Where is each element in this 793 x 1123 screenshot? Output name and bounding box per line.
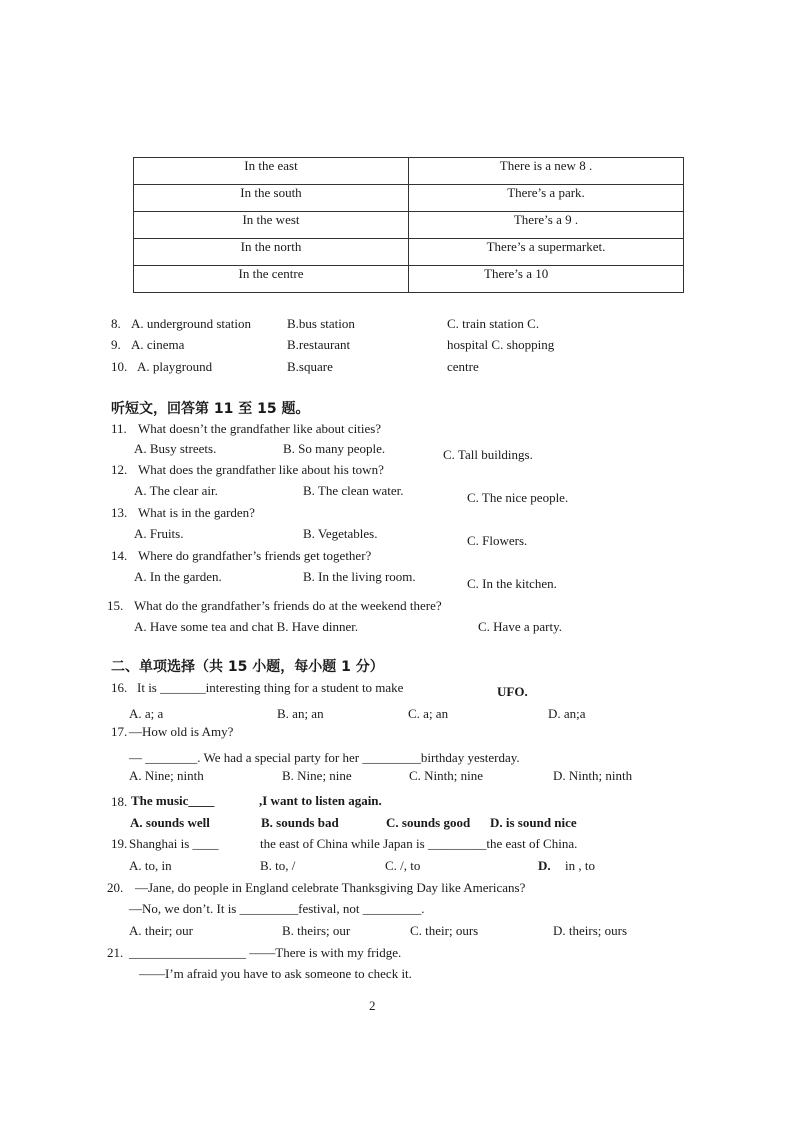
question-stem: __________________ ——There is with my fridge. <box>129 945 402 960</box>
question-number: 13. <box>111 505 128 520</box>
option-a: A. to, in <box>129 858 172 873</box>
question-stem: What is in the garden? <box>138 505 255 520</box>
question-stem: What doesn’t the grandfather like about cities? <box>138 421 382 436</box>
option-c: C. /, to <box>385 858 421 873</box>
question-number: 9. <box>111 337 121 352</box>
table-cell-desc: There is a new 8 . <box>409 158 684 185</box>
option-a: A. cinema <box>131 337 185 352</box>
option-ab: A. Have some tea and chat B. Have dinner. <box>134 619 359 634</box>
option-d: D. Ninth; ninth <box>553 768 633 783</box>
table-row <box>134 212 684 239</box>
option-b: B. So many people. <box>283 441 386 456</box>
table-cell-desc: There’s a 10 <box>409 266 684 293</box>
option-b: B. sounds bad <box>261 815 339 830</box>
option-a: A. In the garden. <box>134 569 222 584</box>
question-number: 15. <box>107 598 124 613</box>
option-b: B. In the living room. <box>303 569 416 584</box>
question-number: 8. <box>111 316 121 331</box>
question-stem: —How old is Amy? <box>129 724 234 739</box>
table-row <box>134 185 684 212</box>
option-d: D. an;a <box>548 706 586 721</box>
option-c: C. Have a party. <box>478 619 562 634</box>
page-number: 2 <box>369 998 376 1013</box>
question-stem: Shanghai is ____ <box>129 836 219 851</box>
question-line2: — ________. We had a special party for her _________birthday yesterday. <box>129 750 520 765</box>
option-b: B.bus station <box>287 316 355 331</box>
question-number: 12. <box>111 462 128 477</box>
question-number: 17. <box>111 724 128 739</box>
question-number: 19. <box>111 836 128 851</box>
places-table <box>133 157 684 293</box>
option-a: A. their; our <box>129 923 193 938</box>
table-row <box>134 158 684 185</box>
question-number: 21. <box>107 945 124 960</box>
question-number: 14. <box>111 548 128 563</box>
option-a: A. sounds well <box>130 815 210 830</box>
option-b: B. theirs; our <box>282 923 351 938</box>
table-cell-place: In the west <box>134 212 409 239</box>
question-number: 11. <box>111 421 127 436</box>
option-c: C. train station C. <box>447 316 540 331</box>
option-a: A. Fruits. <box>134 526 184 541</box>
section-heading: 二、单项选择（共 15 小题，每小题 1 分） <box>111 659 384 675</box>
question-stem-tail: ,I want to listen again. <box>259 793 382 808</box>
question-stem-mid: the east of China while Japan is _________the east of China. <box>260 836 578 851</box>
option-d: D. is sound nice <box>490 815 577 830</box>
table-row <box>134 266 684 293</box>
option-a: A. The clear air. <box>134 483 218 498</box>
option-a: A. a; a <box>129 706 164 721</box>
option-d-letter: D. <box>538 858 551 873</box>
table-cell-place: In the south <box>134 185 409 212</box>
option-b: B.square <box>287 359 333 374</box>
option-c: centre <box>447 359 479 374</box>
table-cell-desc: There’s a 9 . <box>409 212 684 239</box>
option-c: C. their; ours <box>410 923 479 938</box>
question-stem: It is _______interesting thing for a student to make <box>137 680 404 695</box>
table-row <box>134 239 684 266</box>
option-b: B. to, / <box>260 858 296 873</box>
option-b: B. an; an <box>277 706 324 721</box>
question-stem: What do the grandfather’s friends do at the weekend there? <box>134 598 442 613</box>
table-cell-place: In the centre <box>134 266 409 293</box>
option-c: C. In the kitchen. <box>467 576 557 591</box>
table-cell-place: In the east <box>134 158 409 185</box>
option-c: C. sounds good <box>386 815 471 830</box>
question-number: 18. <box>111 794 128 809</box>
option-b: B. Vegetables. <box>303 526 378 541</box>
question-stem: The music____ <box>131 793 215 808</box>
option-b: B. The clean water. <box>303 483 404 498</box>
option-a: A. Busy streets. <box>134 441 217 456</box>
option-c: hospital C. shopping <box>447 337 555 352</box>
option-b: B.restaurant <box>287 337 351 352</box>
option-d: D. theirs; ours <box>553 923 628 938</box>
question-stem: What does the grandfather like about his town? <box>138 462 384 477</box>
question-stem-tail: UFO. <box>497 684 528 699</box>
option-c: C. Tall buildings. <box>443 447 533 462</box>
question-stem: Where do grandfather’s friends get together? <box>138 548 372 563</box>
option-c: C. Flowers. <box>467 533 528 548</box>
option-d: in , to <box>565 858 595 873</box>
option-c: C. The nice people. <box>467 490 569 505</box>
option-c: C. a; an <box>408 706 449 721</box>
table-cell-desc: There’s a park. <box>409 185 684 212</box>
question-number: 10. <box>111 359 128 374</box>
option-a: A. underground station <box>131 316 251 331</box>
question-stem: —Jane, do people in England celebrate Thanksgiving Day like Americans? <box>135 880 526 895</box>
option-a: A. playground <box>137 359 213 374</box>
question-line2: ——I’m afraid you have to ask someone to check it. <box>139 966 412 981</box>
question-number: 20. <box>107 880 124 895</box>
question-number: 16. <box>111 680 128 695</box>
table-cell-desc: There’s a supermarket. <box>409 239 684 266</box>
option-a: A. Nine; ninth <box>129 768 204 783</box>
section-heading: 听短文，回答第 11 至 15 题。 <box>111 401 310 417</box>
option-b: B. Nine; nine <box>282 768 352 783</box>
question-line2: —No, we don’t. It is _________festival, not _________. <box>129 901 425 916</box>
table-cell-place: In the north <box>134 239 409 266</box>
option-c: C. Ninth; nine <box>409 768 484 783</box>
